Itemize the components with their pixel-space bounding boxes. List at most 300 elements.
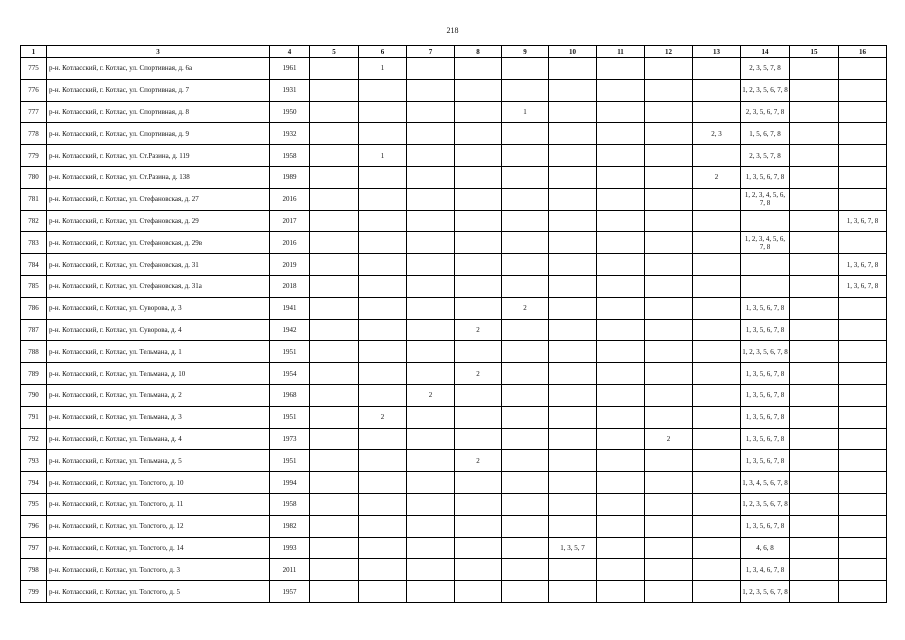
column-header: 14 (741, 46, 790, 58)
table-cell (310, 297, 359, 319)
table-cell (645, 254, 693, 276)
table-cell (502, 79, 549, 101)
year-cell: 2018 (270, 275, 310, 297)
table-cell (839, 341, 887, 363)
table-cell (693, 493, 741, 515)
table-cell (645, 210, 693, 232)
table-cell (597, 384, 645, 406)
table-cell (597, 101, 645, 123)
table-cell (839, 319, 887, 341)
table-cell (741, 275, 790, 297)
table-cell: 1, 2, 3, 5, 6, 7, 8 (741, 341, 790, 363)
table-cell (455, 254, 502, 276)
table-cell (597, 275, 645, 297)
table-cell (839, 515, 887, 537)
table-cell (455, 188, 502, 210)
table-cell (839, 123, 887, 145)
table-cell (839, 79, 887, 101)
table-cell (310, 472, 359, 494)
table-cell (359, 472, 407, 494)
table-cell (359, 493, 407, 515)
table-cell (502, 319, 549, 341)
table-cell (839, 537, 887, 559)
address-cell: р-н. Котласский, г. Котлас, ул. Толстого, д. 12 (47, 515, 270, 537)
address-cell: р-н. Котласский, г. Котлас, ул. Толстого, д. 11 (47, 493, 270, 515)
table-cell (502, 341, 549, 363)
table-cell: 1, 2, 3, 5, 6, 7, 8 (741, 493, 790, 515)
table-cell (549, 79, 597, 101)
table-cell (502, 232, 549, 254)
table-cell (407, 559, 455, 581)
year-cell: 1994 (270, 472, 310, 494)
table-cell (645, 581, 693, 603)
column-header: 1 (21, 46, 47, 58)
table-cell (407, 210, 455, 232)
table-cell (407, 406, 455, 428)
table-cell (549, 232, 597, 254)
table-cell (310, 254, 359, 276)
table-cell (693, 581, 741, 603)
address-cell: р-н. Котласский, г. Котлас, ул. Тельмана, д. 4 (47, 428, 270, 450)
table-cell (455, 297, 502, 319)
table-cell (693, 319, 741, 341)
table-cell (645, 363, 693, 385)
table-row (21, 188, 887, 210)
column-header: 15 (790, 46, 839, 58)
address-cell: р-н. Котласский, г. Котлас, ул. Тельмана, д. 1 (47, 341, 270, 363)
table-cell (549, 493, 597, 515)
table-cell (310, 515, 359, 537)
table-row (21, 559, 887, 581)
table-cell: 2, 3, 5, 6, 7, 8 (741, 101, 790, 123)
table-cell (502, 515, 549, 537)
table-cell (790, 493, 839, 515)
table-cell (693, 210, 741, 232)
table-cell (839, 363, 887, 385)
column-header: 7 (407, 46, 455, 58)
table-cell (310, 166, 359, 188)
table-cell (455, 166, 502, 188)
table-body (21, 58, 887, 603)
table-cell (790, 188, 839, 210)
table-cell (839, 450, 887, 472)
table-cell (310, 428, 359, 450)
table-cell (359, 188, 407, 210)
table-cell (839, 166, 887, 188)
table-row (21, 406, 887, 428)
table-cell (455, 428, 502, 450)
table-cell (407, 537, 455, 559)
year-cell: 1941 (270, 297, 310, 319)
address-cell: р-н. Котласский, г. Котлас, ул. Толстого, д. 5 (47, 581, 270, 603)
row-number-cell: 784 (21, 254, 47, 276)
table-cell (549, 297, 597, 319)
table-cell: 2 (455, 450, 502, 472)
table-cell (549, 123, 597, 145)
table-cell (549, 581, 597, 603)
table-cell: 2, 3 (693, 123, 741, 145)
table-cell (645, 123, 693, 145)
address-cell: р-н. Котласский, г. Котлас, ул. Ст.Разина, д. 119 (47, 145, 270, 167)
table-cell (549, 145, 597, 167)
year-cell: 1993 (270, 537, 310, 559)
table-row (21, 101, 887, 123)
row-number-cell: 793 (21, 450, 47, 472)
year-cell: 2017 (270, 210, 310, 232)
address-cell: р-н. Котласский, г. Котлас, ул. Спортивная, д. 9 (47, 123, 270, 145)
table-row (21, 428, 887, 450)
table-cell (502, 166, 549, 188)
table-row (21, 537, 887, 559)
table-cell (645, 493, 693, 515)
table-cell (407, 493, 455, 515)
table-cell (693, 254, 741, 276)
table-cell (407, 472, 455, 494)
table-row (21, 472, 887, 494)
table-cell (645, 515, 693, 537)
table-cell (455, 232, 502, 254)
table-cell (455, 341, 502, 363)
table-cell (839, 101, 887, 123)
table-cell (790, 254, 839, 276)
table-cell (790, 384, 839, 406)
table-cell: 1, 3, 5, 6, 7, 8 (741, 363, 790, 385)
table-cell (455, 210, 502, 232)
table-cell (359, 210, 407, 232)
table-cell (790, 406, 839, 428)
row-number-cell: 790 (21, 384, 47, 406)
table-cell (455, 384, 502, 406)
table-cell: 1, 3, 5, 6, 7, 8 (741, 450, 790, 472)
table-cell (839, 188, 887, 210)
table-cell (693, 384, 741, 406)
table-cell (310, 537, 359, 559)
table-cell (549, 188, 597, 210)
table-cell (645, 559, 693, 581)
table-cell (407, 58, 455, 80)
table-cell (597, 210, 645, 232)
table-cell (502, 254, 549, 276)
year-cell: 1973 (270, 428, 310, 450)
table-cell (455, 493, 502, 515)
table-cell (502, 559, 549, 581)
table-cell (597, 232, 645, 254)
table-cell (502, 58, 549, 80)
table-cell (693, 58, 741, 80)
table-row (21, 341, 887, 363)
table-cell (359, 450, 407, 472)
table-cell (839, 472, 887, 494)
table-cell (549, 428, 597, 450)
table-cell (790, 232, 839, 254)
table-cell (310, 450, 359, 472)
table-cell (407, 145, 455, 167)
year-cell: 2019 (270, 254, 310, 276)
table-cell (597, 58, 645, 80)
table-cell: 1, 2, 3, 5, 6, 7, 8 (741, 79, 790, 101)
table-cell (310, 406, 359, 428)
table-cell (790, 79, 839, 101)
table-cell (407, 275, 455, 297)
table-cell (597, 254, 645, 276)
address-cell: р-н. Котласский, г. Котлас, ул. Спортивная, д. 7 (47, 79, 270, 101)
column-header: 3 (47, 46, 270, 58)
header-row (21, 46, 887, 58)
table-cell (645, 101, 693, 123)
table-cell (597, 406, 645, 428)
table-row (21, 79, 887, 101)
table-cell (407, 297, 455, 319)
table-cell (359, 581, 407, 603)
table-cell (839, 493, 887, 515)
table-row (21, 384, 887, 406)
table-cell (549, 559, 597, 581)
table-cell (359, 254, 407, 276)
table-cell (549, 101, 597, 123)
table-cell (693, 297, 741, 319)
row-number-cell: 786 (21, 297, 47, 319)
table-cell (741, 254, 790, 276)
table-cell (597, 79, 645, 101)
row-number-cell: 780 (21, 166, 47, 188)
table-cell (645, 79, 693, 101)
table-row (21, 450, 887, 472)
year-cell: 1931 (270, 79, 310, 101)
table-cell (597, 319, 645, 341)
table-cell: 2 (359, 406, 407, 428)
table-cell (310, 581, 359, 603)
table-cell (645, 537, 693, 559)
table-cell (359, 537, 407, 559)
table-cell (597, 450, 645, 472)
column-header: 9 (502, 46, 549, 58)
table-cell: 1, 3, 5, 7 (549, 537, 597, 559)
table-cell: 1, 3, 4, 6, 7, 8 (741, 559, 790, 581)
table-cell (502, 428, 549, 450)
table-cell (310, 275, 359, 297)
table-cell (407, 188, 455, 210)
table-cell (790, 537, 839, 559)
row-number-cell: 797 (21, 537, 47, 559)
table-cell (790, 297, 839, 319)
table-cell (693, 188, 741, 210)
address-cell: р-н. Котласский, г. Котлас, ул. Ст.Разина, д. 138 (47, 166, 270, 188)
table-cell: 1, 2, 3, 4, 5, 6, 7, 8 (741, 188, 790, 210)
address-cell: р-н. Котласский, г. Котлас, ул. Суворова, д. 4 (47, 319, 270, 341)
table-cell: 1, 2, 3, 5, 6, 7, 8 (741, 581, 790, 603)
table-cell: 1, 3, 5, 6, 7, 8 (741, 515, 790, 537)
table-cell (549, 472, 597, 494)
table-row (21, 363, 887, 385)
address-cell: р-н. Котласский, г. Котлас, ул. Стефановская, д. 29 (47, 210, 270, 232)
table-cell (790, 319, 839, 341)
table-cell: 1 (502, 101, 549, 123)
table-header (21, 46, 887, 58)
table-cell (407, 79, 455, 101)
table-cell (549, 275, 597, 297)
table-cell (645, 341, 693, 363)
table-cell (359, 123, 407, 145)
table-cell (407, 254, 455, 276)
column-header: 16 (839, 46, 887, 58)
table-cell (645, 297, 693, 319)
table-cell (310, 384, 359, 406)
row-number-cell: 775 (21, 58, 47, 80)
table-row (21, 232, 887, 254)
table-cell (839, 145, 887, 167)
table-cell (597, 145, 645, 167)
table-row (21, 254, 887, 276)
table-cell (310, 341, 359, 363)
table-cell (455, 581, 502, 603)
table-cell (359, 275, 407, 297)
row-number-cell: 779 (21, 145, 47, 167)
table-cell (407, 166, 455, 188)
table-cell (839, 559, 887, 581)
table-cell (693, 450, 741, 472)
table-cell (645, 232, 693, 254)
table-cell (693, 79, 741, 101)
table-cell (549, 363, 597, 385)
year-cell: 1951 (270, 341, 310, 363)
row-number-cell: 799 (21, 581, 47, 603)
table-cell (549, 406, 597, 428)
table-cell (310, 319, 359, 341)
table-cell (310, 101, 359, 123)
table-cell (839, 232, 887, 254)
column-header: 10 (549, 46, 597, 58)
table-row (21, 581, 887, 603)
table-cell (310, 210, 359, 232)
table-cell (645, 319, 693, 341)
column-header: 11 (597, 46, 645, 58)
table-cell (455, 145, 502, 167)
table-cell (310, 188, 359, 210)
table-cell: 2 (502, 297, 549, 319)
table-cell: 1, 2, 3, 4, 5, 6, 7, 8 (741, 232, 790, 254)
address-cell: р-н. Котласский, г. Котлас, ул. Спортивная, д. 8 (47, 101, 270, 123)
table-cell (502, 188, 549, 210)
table-cell: 2 (407, 384, 455, 406)
table-row (21, 145, 887, 167)
table-cell (549, 384, 597, 406)
table-cell (502, 384, 549, 406)
address-cell: р-н. Котласский, г. Котлас, ул. Толстого, д. 3 (47, 559, 270, 581)
table-row (21, 123, 887, 145)
table-cell (549, 319, 597, 341)
table-cell (359, 384, 407, 406)
row-number-cell: 795 (21, 493, 47, 515)
row-number-cell: 778 (21, 123, 47, 145)
year-cell: 1951 (270, 450, 310, 472)
row-number-cell: 789 (21, 363, 47, 385)
table-cell (455, 472, 502, 494)
table-cell (597, 472, 645, 494)
table-cell (597, 428, 645, 450)
table-cell (310, 559, 359, 581)
address-cell: р-н. Котласский, г. Котлас, ул. Стефановская, д. 31 (47, 254, 270, 276)
year-cell: 1932 (270, 123, 310, 145)
table-cell (407, 319, 455, 341)
year-cell: 1989 (270, 166, 310, 188)
table-cell (839, 384, 887, 406)
table-cell (502, 537, 549, 559)
table-cell: 1, 3, 4, 5, 6, 7, 8 (741, 472, 790, 494)
table-cell (790, 472, 839, 494)
table-cell (455, 123, 502, 145)
row-number-cell: 798 (21, 559, 47, 581)
table-cell (455, 406, 502, 428)
table-cell (310, 123, 359, 145)
address-cell: р-н. Котласский, г. Котлас, ул. Тельмана, д. 5 (47, 450, 270, 472)
table-cell (645, 58, 693, 80)
year-cell: 1961 (270, 58, 310, 80)
row-number-cell: 788 (21, 341, 47, 363)
table-cell (310, 363, 359, 385)
table-cell (502, 123, 549, 145)
table-cell (645, 472, 693, 494)
table-cell (790, 363, 839, 385)
table-cell (790, 275, 839, 297)
table-cell (693, 341, 741, 363)
table-row (21, 297, 887, 319)
table-cell (597, 581, 645, 603)
table-cell (597, 559, 645, 581)
table-row (21, 58, 887, 80)
row-number-cell: 791 (21, 406, 47, 428)
table-cell: 2 (455, 363, 502, 385)
address-cell: р-н. Котласский, г. Котлас, ул. Стефановская, д. 31а (47, 275, 270, 297)
table-cell (407, 341, 455, 363)
table-row (21, 319, 887, 341)
table-cell (549, 341, 597, 363)
row-number-cell: 785 (21, 275, 47, 297)
table-cell (693, 559, 741, 581)
address-cell: р-н. Котласский, г. Котлас, ул. Суворова, д. 3 (47, 297, 270, 319)
table-cell (455, 58, 502, 80)
row-number-cell: 794 (21, 472, 47, 494)
row-number-cell: 787 (21, 319, 47, 341)
address-cell: р-н. Котласский, г. Котлас, ул. Тельмана, д. 2 (47, 384, 270, 406)
year-cell: 1968 (270, 384, 310, 406)
table-cell (597, 493, 645, 515)
table-cell (839, 428, 887, 450)
row-number-cell: 796 (21, 515, 47, 537)
table-cell: 1, 5, 6, 7, 8 (741, 123, 790, 145)
row-number-cell: 781 (21, 188, 47, 210)
table-cell (790, 145, 839, 167)
year-cell: 1950 (270, 101, 310, 123)
table-cell (693, 515, 741, 537)
year-cell: 1957 (270, 581, 310, 603)
table-cell: 1, 3, 5, 6, 7, 8 (741, 384, 790, 406)
row-number-cell: 792 (21, 428, 47, 450)
table-cell (790, 166, 839, 188)
table-cell (455, 101, 502, 123)
address-cell: р-н. Котласский, г. Котлас, ул. Тельмана, д. 3 (47, 406, 270, 428)
year-cell: 1942 (270, 319, 310, 341)
table-cell (359, 515, 407, 537)
table-row (21, 166, 887, 188)
table-cell: 1, 3, 5, 6, 7, 8 (741, 166, 790, 188)
row-number-cell: 783 (21, 232, 47, 254)
address-cell: р-н. Котласский, г. Котлас, ул. Тельмана, д. 10 (47, 363, 270, 385)
table-cell (790, 341, 839, 363)
table-cell: 1 (359, 58, 407, 80)
table-cell (359, 428, 407, 450)
table-cell (597, 515, 645, 537)
table-cell (455, 79, 502, 101)
